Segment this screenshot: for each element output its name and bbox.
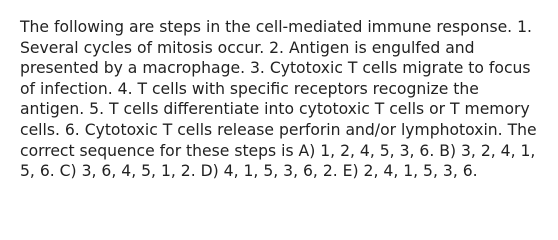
question-text: The following are steps in the cell-mediated immune response. 1. Several cycles of mitosis occur. 2. Antigen is engulfed and presented by a macrophage. 3. Cytotoxic T cells migrate to focus of infection. 4. T cells with specific receptors recognize the antigen. 5. T cells differentiate into cytotoxic T cells or T memory cells. 6. Cytotoxic T cells release perforin and/or lymphotoxin. The correct sequence for these steps is A) 1, 2, 4, 5, 3, 6. B) 3, 2, 4, 1, 5, 6. C) 3, 6, 4, 5, 1, 2. D) 4, 1, 5, 3, 6, 2. E) 2, 4, 1, 5, 3, 6. <box>20 18 537 181</box>
